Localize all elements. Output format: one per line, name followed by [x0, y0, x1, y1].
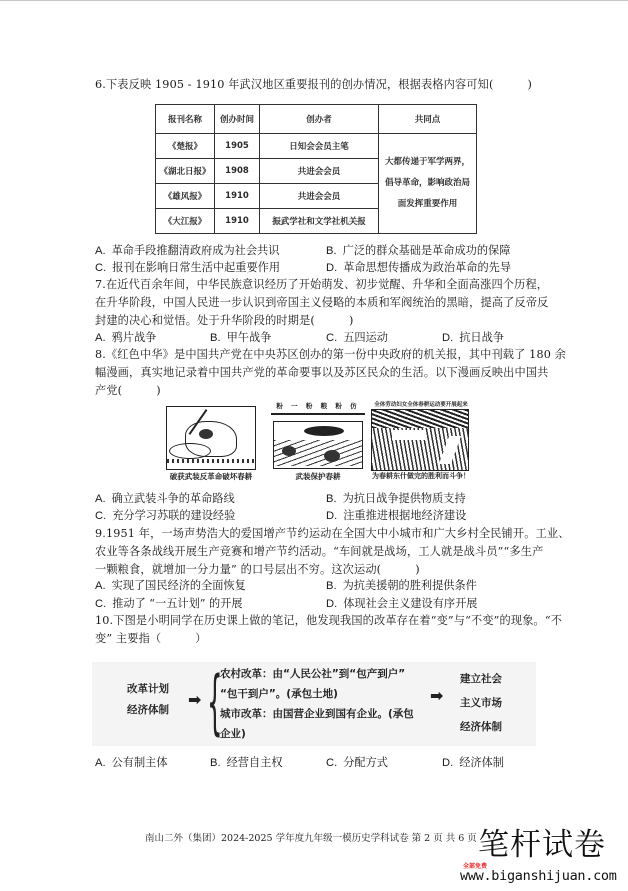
- table-header: 共同点: [379, 105, 477, 134]
- q7-option-b: B. 甲午战争: [210, 331, 272, 344]
- q6-option-c: C. 报刊在影响日常生活中起重要作用: [95, 261, 281, 274]
- note-right-line: 主义市场: [460, 697, 502, 709]
- page-top-border: [0, 0, 628, 1]
- cartoon-3-header: 全体劳动妇女全体春耕运动要开展起来: [374, 402, 468, 408]
- q7-option-a: A. 鸦片战争: [95, 331, 157, 344]
- q7-option-c: C. 五四运动: [326, 331, 388, 344]
- note-middle-line: 城市改革：由国营企业到国有企业。(承包: [220, 708, 414, 720]
- page-footer: 南山二外（集团）2024-2025 学年度九年级一模历史学科试卷 第 2 页 共 6 页: [145, 833, 477, 844]
- common-line: 面发挥重要作用: [397, 199, 458, 209]
- cartoon-2-header: 粉 一 粉 粮 粉 仿: [276, 402, 360, 410]
- q8-option-c: C. 充分学习苏联的建设经验: [95, 509, 236, 522]
- note-left-block: [127, 679, 169, 721]
- cartoon-3: [369, 399, 473, 485]
- q7-stem-line: 7.在近代百余年间，中华民族意识经历了开始萌发、初步觉醒、升华和全面高涨四个历程，: [95, 278, 549, 291]
- q10-option-d: D. 经济体制: [442, 756, 504, 769]
- q9-stem-line: 农业等各条战线开展生产竞赛和增产节约活动。“车间就是战场，工人就是战斗员”“多生产: [95, 545, 544, 558]
- note-left-line: 经济体制: [127, 704, 169, 716]
- common-line: 大都传递于军学两界，: [384, 157, 470, 167]
- q6-option-b: B. 广泛的群众基础是革命成功的保障: [326, 244, 511, 257]
- table-header-row: [156, 105, 477, 134]
- q10-option-b: B. 经营自主权: [210, 756, 283, 769]
- table-cell: 共进会会员: [260, 184, 379, 209]
- q10-option-c: C. 分配方式: [326, 756, 388, 769]
- cartoon-1-caption: 破获武装反革命破坏春耕: [169, 472, 253, 481]
- q8-option-b: B. 为抗日战争提供物质支持: [326, 492, 466, 505]
- q7-stem-line: 封建的决心和觉悟。处于升华阶段的时期是( ): [95, 314, 354, 327]
- q9-option-b: B. 为抗美援朝的胜利提供条件: [326, 579, 477, 592]
- table-cell: 1910: [215, 209, 260, 234]
- q9-stem-line: 一颗粮食，就增加一分力量” 的口号层出不穷。这次运动( ): [95, 563, 420, 576]
- note-middle-block: [220, 664, 414, 744]
- note-left-line: 改革计划: [127, 683, 169, 695]
- table-cell: 振武学社和文学社机关报: [260, 209, 379, 234]
- q6-option-d: D. 革命思想传播成为政治革命的先导: [326, 261, 512, 274]
- note-middle-line: 企业): [220, 728, 246, 740]
- cartoon-1-image: [166, 406, 256, 470]
- q8-cartoon-strip: [163, 399, 473, 485]
- q7-option-d: D. 抗日战争: [442, 331, 504, 344]
- q8-option-a: A. 确立武装斗争的革命路线: [95, 492, 235, 505]
- q10-stem-line: 变” 主要指（ ）: [95, 632, 207, 645]
- q6-newspaper-table: [155, 104, 477, 234]
- q8-option-d: D. 注重推进根据地经济建设: [326, 509, 467, 522]
- table-cell: 《大江报》: [156, 209, 215, 234]
- table-header: 报刊名称: [156, 105, 215, 134]
- left-brace-icon: {: [207, 661, 223, 743]
- q8-stem-line: 幅漫画，真实地记录着中国共产党的革命要事以及苏区民众的生活。以下漫画反映出中国共: [95, 366, 549, 379]
- cartoon-2-caption: 武装保护春耕: [295, 472, 341, 481]
- cartoon-3-caption: 为春耕东什做完的胜利而斗争！: [372, 472, 470, 480]
- q9-option-d: D. 体现社会主义建设有序开展: [326, 597, 478, 610]
- watermark-badge: 全部免费: [463, 863, 488, 870]
- table-cell: 1910: [215, 184, 260, 209]
- q9-stem-line: 9.1951 年，一场声势浩大的爱国增产节约运动在全国大中小城市和广大乡村全民铺开。工业、: [95, 527, 570, 540]
- table-cell: 《雄风报》: [156, 184, 215, 209]
- note-right-line: 经济体制: [460, 721, 502, 733]
- q9-option-a: A. 实现了国民经济的全面恢复: [95, 579, 246, 592]
- watermark-url[interactable]: www.biganshijuan.com: [460, 868, 617, 884]
- table-cell: 《楚报》: [156, 134, 215, 159]
- q10-notes-diagram: [92, 662, 536, 746]
- q6-stem: 6.下表反映 1905 - 1910 年武汉地区重要报刊的创办情况，根据表格内容可知( ): [95, 78, 533, 91]
- q10-option-a: A. 公有制主体: [95, 756, 168, 769]
- table-header: 创办者: [260, 105, 379, 134]
- note-middle-line: 农村改革：由“人民公社”到“包产到户”: [220, 668, 406, 680]
- cartoon-2-image: [273, 421, 363, 469]
- q8-stem-line: 产党( ): [95, 384, 161, 397]
- table-header: 创办时间: [215, 105, 260, 134]
- note-middle-line: “包干到户”。(承包土地): [220, 688, 338, 700]
- note-right-line: 建立社会: [460, 673, 502, 685]
- note-right-block: [460, 667, 502, 739]
- q6-option-a: A. 革命手段推翻清政府成为社会共识: [95, 244, 280, 257]
- common-line: 倡导革命，影响政治局: [384, 178, 470, 188]
- table-cell: 共进会会员: [260, 159, 379, 184]
- table-row: [156, 134, 477, 159]
- q8-stem-line: 8.《红色中华》是中国共产党在中央苏区创办的第一份中央政府的机关报，其中刊载了 180 余: [95, 348, 567, 361]
- table-cell: 1908: [215, 159, 260, 184]
- cartoon-3-image: [371, 409, 469, 471]
- cartoon-1: [163, 399, 259, 485]
- cartoon-2: [271, 399, 365, 485]
- table-common-cell: [379, 134, 477, 234]
- watermark-title: 笔杆试卷: [478, 827, 606, 863]
- table-cell: 《湖北日报》: [156, 159, 215, 184]
- right-arrow-icon: ➡: [188, 690, 202, 709]
- q10-stem-line: 10.下图是小明同学在历史课上做的笔记，他发现我国的改革存在着“变”与“不变”的现象。“不: [95, 614, 563, 627]
- q9-option-c: C. 推动了 “一五计划” 的开展: [95, 597, 243, 610]
- q7-stem-line: 在升华阶段，中国人民进一步认识到帝国主义侵略的本质和军阀统治的黑暗，提高了反帝反: [95, 296, 549, 309]
- table-cell: 1905: [215, 134, 260, 159]
- right-arrow-icon: ➡: [430, 686, 444, 705]
- table-cell: 日知会会员主笔: [260, 134, 379, 159]
